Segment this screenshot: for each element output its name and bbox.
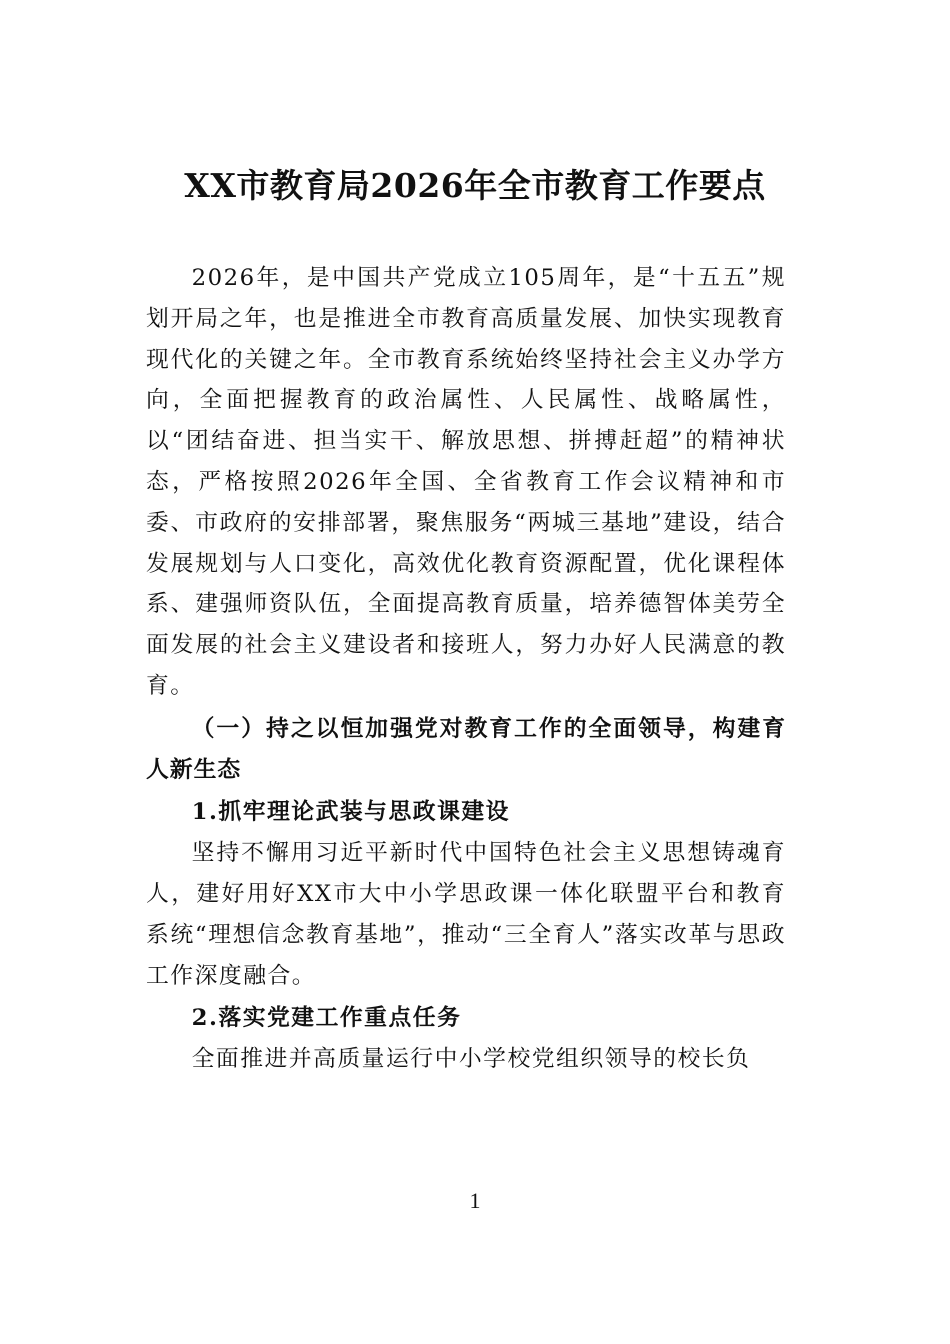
item-heading: 1.抓牢理论武装与思政课建设 bbox=[191, 799, 510, 826]
section-heading: （一）持之以恒加强党对教育工作的全面领导，构建育人新生态 bbox=[146, 715, 786, 783]
document-body bbox=[146, 258, 786, 1080]
item-heading: 2.落实党建工作重点任务 bbox=[191, 1005, 462, 1032]
document-title: XX市教育局2026年全市教育工作要点 bbox=[184, 166, 766, 205]
item-paragraph: 全面推进并高质量运行中小学校党组织领导的校长负 bbox=[191, 1046, 751, 1073]
page-number: 1 bbox=[469, 1188, 481, 1213]
intro-paragraph: 2026年，是中国共产党成立105周年，是“十五五”规划开局之年，也是推进全市教育高质量发展、加快实现教育现代化的关键之年。全市教育系统始终坚持社会主义办学方向，全面把握教育的政治属性、人民属性、战略属性，以“团结奋进、担当实干、解放思想、拼搏赶超”的精神状态，严格按照2026年全国、全省教育工作会议精神和市委、市政府的安排部署，聚焦服务“两城三基地”建设，结合发展规划与人口变化，高效优化教育资源配置，优化课程体系、建强师资队伍，全面提高教育质量，培养德智体美劳全面发展的社会主义建设者和接班人，努力办好人民满意的教育。 bbox=[146, 265, 786, 699]
item-paragraph: 坚持不懈用习近平新时代中国特色社会主义思想铸魂育人，建好用好XX市大中小学思政课一体化联盟平台和教育系统“理想信念教育基地”，推动“三全育人”落实改革与思政工作深度融合。 bbox=[146, 840, 786, 989]
